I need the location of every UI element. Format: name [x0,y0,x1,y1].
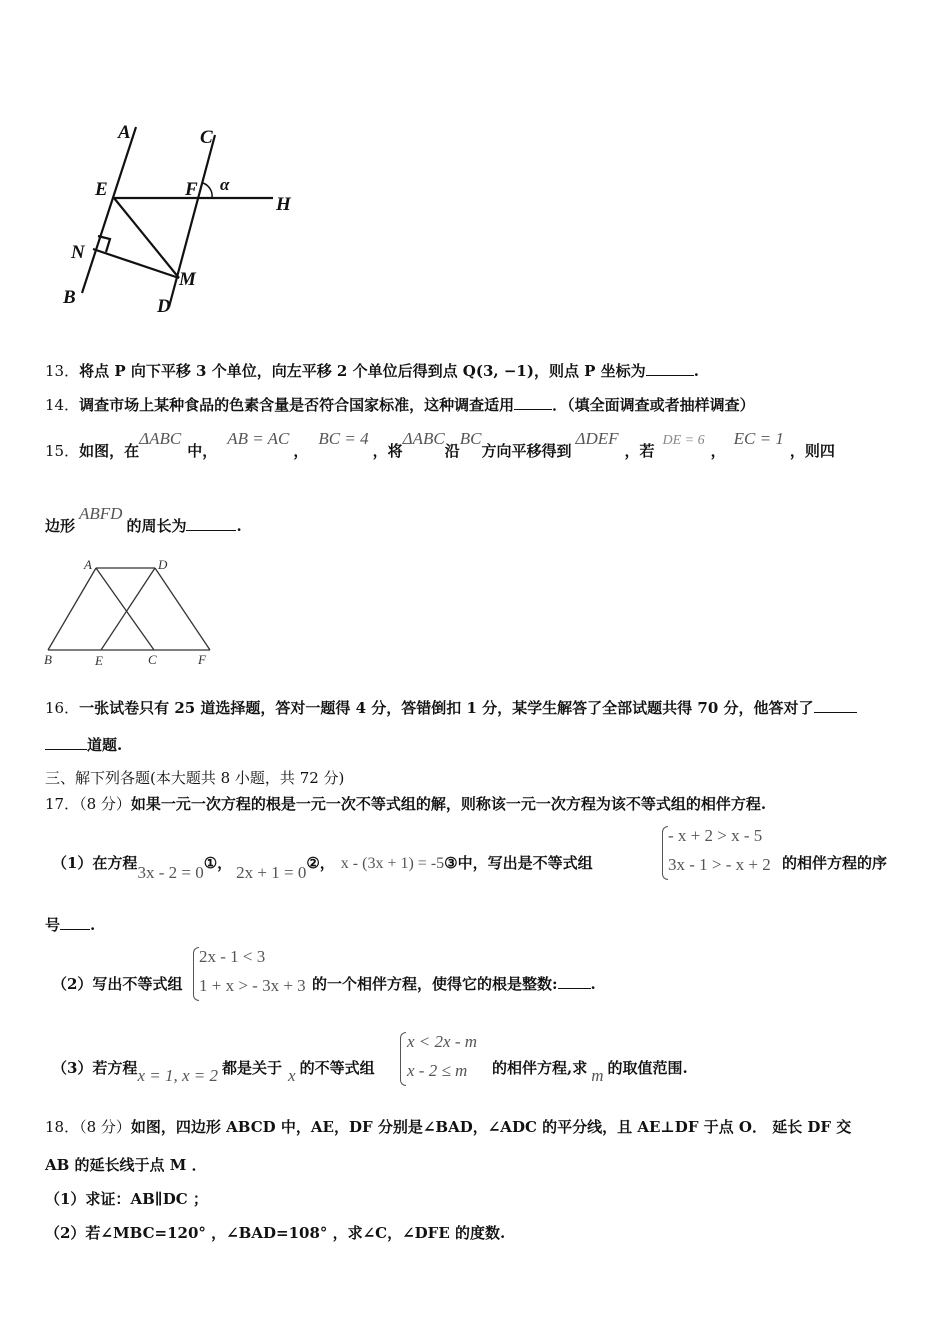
question-14 [45,394,755,415]
q14-end: ．（填全面调查或者抽样调查） [552,396,755,414]
q17-p2-end: . [590,975,596,993]
q16-answer-blank-2[interactable] [45,735,87,750]
q15-math-ec: EC = 1 [733,429,784,448]
q17-p3-system-line-1: x < 2x - m [407,1032,478,1051]
q17-p1-after: 的相伴方程的序 [782,854,888,872]
q15-answer-blank[interactable] [186,516,236,531]
q17-p3-text-3: 的相伴方程,求 [492,1059,588,1077]
q14-number: 14． [45,396,80,414]
label-m: M [179,269,196,290]
q15-math-bc-2: BC [459,429,482,448]
q17-p2-label: （2）写出不等式组 [52,975,183,993]
section-3-title: 三、解下列各题(本大题共 8 小题，共 72 分) [45,769,345,787]
q17-part-3 [52,1057,375,1085]
q18-text: 如图，四边形 ABCD 中，AE，DF 分别是∠BAD，∠ADC 的平分线，且 AE⊥DF 于点 O． 延长 DF 交 [130,1118,852,1136]
q17-p1-circle-3: ③中，写出是不等式组 [444,854,593,872]
q17-score: （8 分） [79,795,131,813]
q15-math-bc: BC = 4 [318,429,369,448]
q17-p1-system-line-2: 3x - 1 > - x + 2 [668,855,771,874]
question-17 [45,793,766,814]
q17-p3-text-2: 的不等式组 [299,1059,375,1077]
q16-number: 16． [45,699,80,717]
q17-p1-equation-1: 3x - 2 = 0 [137,863,204,882]
q15-math-ab-ac: AB = AC [227,429,290,448]
q18-score: （8 分） [79,1118,131,1136]
label-e: E [95,179,108,200]
q15-math-triangle-def: ΔDEF [575,429,619,448]
q17-p1-line2-text: 号 [45,916,61,934]
q16-end: 道题. [87,736,123,754]
q15-text-6: 方向平移得到 [481,442,572,460]
q17-p2-answer-blank[interactable] [558,974,591,989]
fig2-label-f: F [198,652,206,667]
q16-answer-blank-1[interactable] [814,698,857,713]
question-15-line-2 [45,504,242,536]
q15-math-triangle-abc-2: ΔABC [402,429,445,448]
q17-p3-text-4: 的取值范围. [607,1059,688,1077]
section-3-heading [45,767,344,788]
q15-text-5: 沿 [444,442,460,460]
label-f: F [185,179,198,200]
q17-p1-circle-1: ①， [203,854,233,872]
label-d: D [157,296,171,317]
q14-answer-blank[interactable] [514,395,552,410]
q15-end: . [236,517,242,535]
q15-text-4: ，将 [372,442,403,460]
q15-number: 15． [45,442,80,460]
q17-p2-system-line-1: 2x - 1 < 3 [199,947,266,966]
q17-p3-system-line-2: x - 2 ≤ m [407,1061,468,1080]
label-a: A [118,122,131,143]
q18-part-2: （2）若∠MBC=120° ，∠BAD=108° ，求∠C，∠DFE 的度数. [45,1224,506,1242]
q17-p1-equation-2: 2x + 1 = 0 [236,863,307,882]
q17-p3-text-1: 都是关于 [222,1059,283,1077]
q15-line2-text-2: 的周长为 [126,517,187,535]
label-n: N [71,242,85,263]
q18-number: 18． [45,1118,80,1136]
q17-p2-after-text: 的一个相伴方程，使得它的根是整数: [312,975,558,993]
q15-text-1: 如图，在 [79,442,140,460]
fig2-label-c: C [148,652,157,667]
q16-text: 一张试卷只有 25 道选择题，答对一题得 4 分，答错倒扣 1 分，某学生解答了全部试题共得 70 分，他答对了 [79,699,814,717]
q17-p2-after [312,973,596,994]
q17-p1-line-2 [45,914,95,935]
q17-p1-system-line-1: - x + 2 > x - 5 [668,826,763,845]
label-alpha: α [220,175,230,194]
fig2-label-d: D [158,557,168,572]
q18-line-2: AB 的延长线于点 M ． [45,1156,207,1174]
q17-p2-system-line-2: 1 + x > - 3x + 3 [199,976,306,995]
question-16-line-2 [45,734,122,755]
question-18 [45,1116,851,1137]
q17-p1-label: （1）在方程 [52,854,138,872]
label-h: H [276,194,291,215]
q17-p3-equation: x = 1, x = 2 [137,1066,218,1085]
label-b: B [63,287,76,308]
question-15 [45,429,835,461]
q17-text: 如果一元一次方程的根是一元一次不等式组的解，则称该一元一次方程为该不等式组的相伴方程. [130,795,767,813]
geometry-figure-1 [55,115,315,325]
q17-p1-answer-blank[interactable] [60,915,90,930]
q14-text: 调查市场上某种食品的色素含量是否符合国家标准，这种调查适用 [79,396,515,414]
q15-text-2: 中， [187,442,218,460]
q13-number: 13． [45,362,80,380]
fig2-label-e: E [95,653,103,668]
label-c: C [200,127,213,148]
q17-part-1 [52,852,593,882]
q18-part-1: （1）求证：AB∥DC ； [45,1190,208,1208]
q15-math-abfd: ABFD [79,504,123,523]
q13-end: . [693,362,699,380]
q17-number: 17． [45,795,80,813]
q17-p1-equation-3: x - (3x + 1) = -5 [340,855,445,872]
q17-p3-variable-x: x [288,1066,296,1085]
q17-p3-variable-m: m [591,1066,604,1085]
fig2-label-a: A [84,557,92,572]
q13-text: 将点 P 向下平移 3 个单位，向左平移 2 个单位后得到点 Q(3, −1)，则点 P 坐标为 [79,362,646,380]
geometry-figure-2 [40,555,220,670]
question-13 [45,360,699,381]
q17-p3-system-brace [400,1032,406,1086]
q15-text-7: ，若 [624,442,655,460]
question-16 [45,697,857,718]
q15-text-9: ，则四 [789,442,835,460]
q15-math-de: DE = 6 [662,433,705,448]
q15-math-triangle-abc: ΔABC [139,429,182,448]
q15-line2-text-1: 边形 [45,517,76,535]
q15-text-3: ， [293,442,309,460]
q17-p3-label: （3）若方程 [52,1059,138,1077]
q17-p1-circle-2: ②， [306,854,335,872]
q15-text-8: ， [710,442,726,460]
q17-p3-after [492,1057,688,1085]
q17-p1-end: . [90,916,96,934]
fig2-label-b: B [44,652,52,667]
q13-answer-blank[interactable] [646,361,694,376]
